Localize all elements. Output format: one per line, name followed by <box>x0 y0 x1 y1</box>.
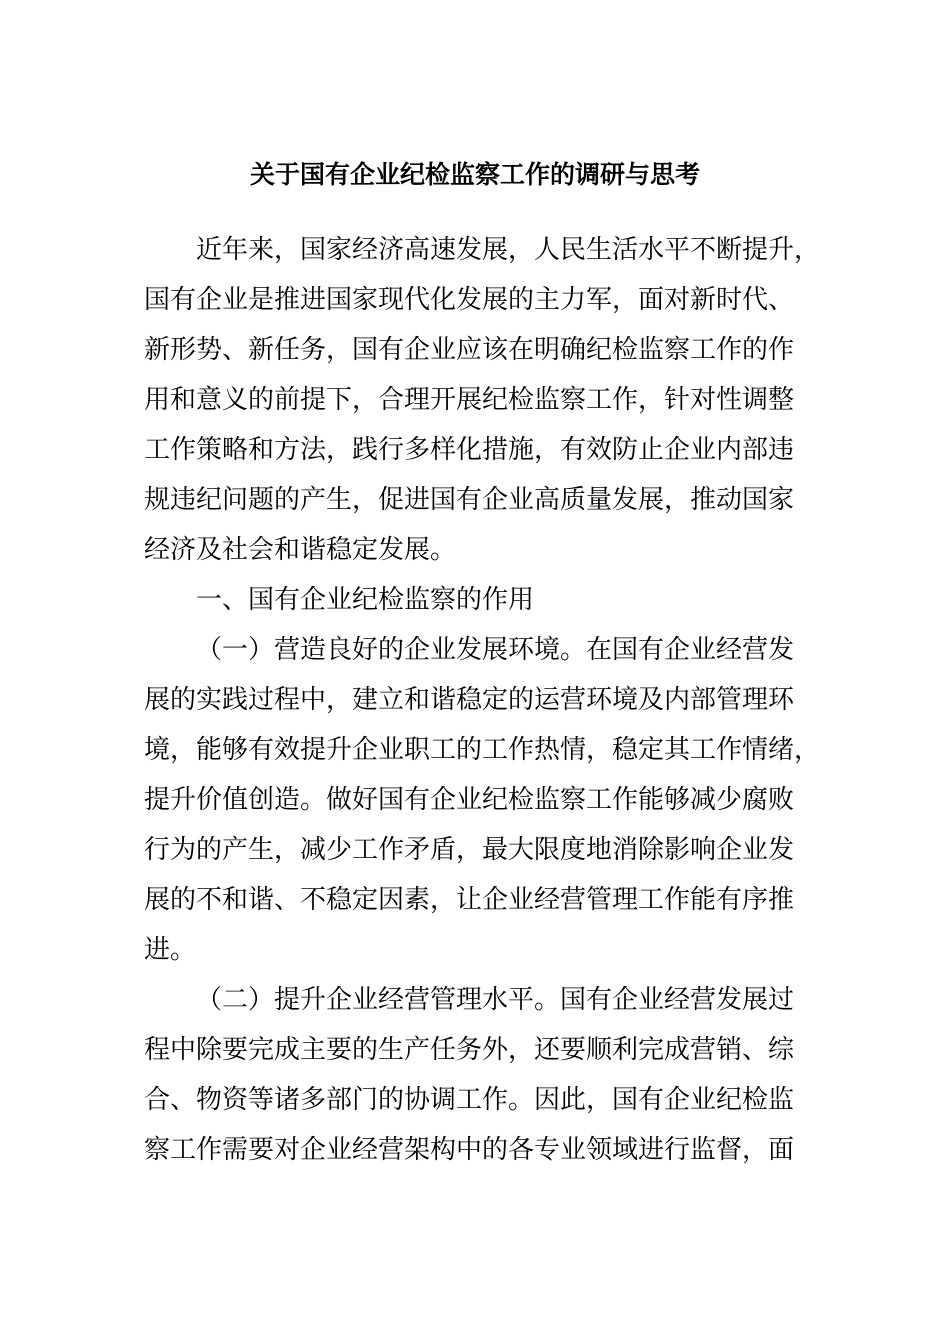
paragraph-line: 规违纪问题的产生，促进国有企业高质量发展，推动国家 <box>144 485 795 515</box>
section-heading: 一、国有企业纪检监察的作用 <box>196 585 535 615</box>
paragraph-line: 展的不和谐、不稳定因素，让企业经营管理工作能有序推 <box>144 885 795 915</box>
paragraph-line: 近年来，国家经济高速发展，人民生活水平不断提升， <box>196 235 821 265</box>
paragraph-line: 行为的产生，减少工作矛盾，最大限度地消除影响企业发 <box>144 835 795 865</box>
paragraph-line: （二）提升企业经营管理水平。国有企业经营发展过 <box>196 985 795 1015</box>
paragraph-line: 用和意义的前提下，合理开展纪检监察工作，针对性调整 <box>144 385 795 415</box>
paragraph-line: 合、物资等诸多部门的协调工作。因此，国有企业纪检监 <box>144 1085 795 1115</box>
paragraph-line: 国有企业是推进国家现代化发展的主力军，面对新时代、 <box>144 285 795 315</box>
paragraph-line: 境，能够有效提升企业职工的工作热情，稳定其工作情绪， <box>144 735 821 765</box>
paragraph-line: 工作策略和方法，践行多样化措施，有效防止企业内部违 <box>144 435 795 465</box>
paragraph-line: 提升价值创造。做好国有企业纪检监察工作能够减少腐败 <box>144 785 795 815</box>
paragraph-line: 经济及社会和谐稳定发展。 <box>144 535 457 565</box>
paragraph-line: 察工作需要对企业经营架构中的各专业领域进行监督，面 <box>144 1135 795 1165</box>
paragraph-line: 展的实践过程中，建立和谐稳定的运营环境及内部管理环 <box>144 685 795 715</box>
paragraph-line: 新形势、新任务，国有企业应该在明确纪检监察工作的作 <box>144 335 795 365</box>
paragraph-line: 程中除要完成主要的生产任务外，还要顺利完成营销、综 <box>144 1035 795 1065</box>
paragraph-line: （一）营造良好的企业发展环境。在国有企业经营发 <box>196 635 795 665</box>
document-title: 关于国有企业纪检监察工作的调研与思考 <box>249 160 700 189</box>
paragraph-line: 进。 <box>144 935 197 965</box>
